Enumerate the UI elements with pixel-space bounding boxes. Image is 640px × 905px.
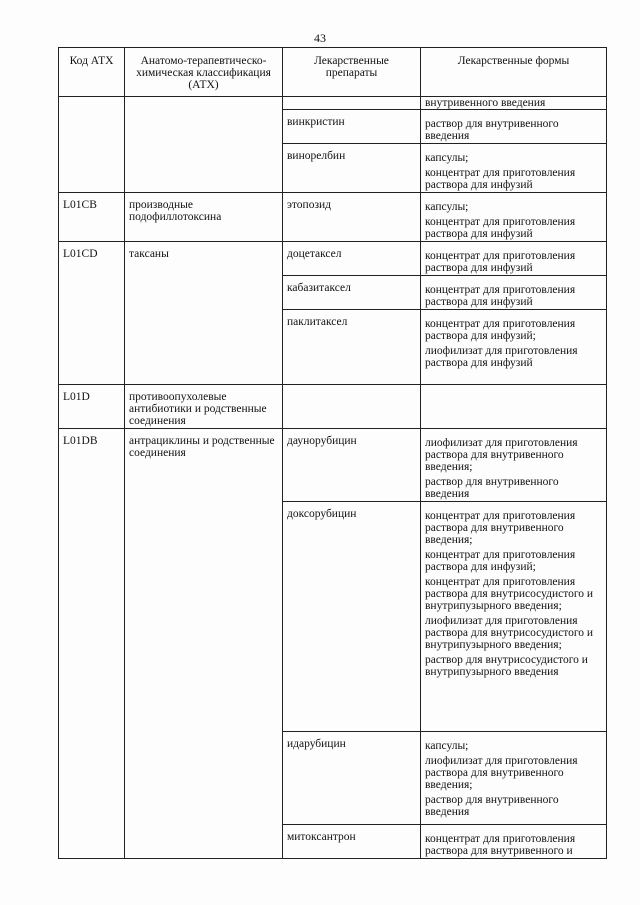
form-item: концентрат для приготовления раствора для инфузий; <box>425 318 576 342</box>
form-item: раствор для внутривенного введения <box>425 476 559 500</box>
form-item: концентрат для приготовления раствора для внутривенного и <box>425 833 576 857</box>
form-item: концентрат для приготовления раствора для инфузий <box>425 284 576 308</box>
class-cell: антрациклины и родственные соединения <box>125 429 283 859</box>
drug-cell: доксорубицин <box>283 502 421 732</box>
drug-cell: этопозид <box>283 193 421 242</box>
drug-cell: кабазитаксел <box>283 276 421 310</box>
header-classification: Анатомо-терапевтическо-химическая классификация (АТХ) <box>125 48 283 97</box>
forms-cell <box>421 242 607 276</box>
table-header-row <box>59 48 607 97</box>
forms-cell <box>421 276 607 310</box>
form-item: концентрат для приготовления раствора для инфузий; <box>425 549 576 573</box>
form-item: раствор для внутривенного введения <box>425 794 559 818</box>
form-item: лиофилизат для приготовления раствора для внутрисосудистого и внутрипузырного введения; <box>425 615 594 651</box>
form-item: лиофилизат для приготовления раствора для внутривенного введения; <box>425 437 578 473</box>
forms-cell <box>421 825 607 859</box>
drug-cell: идарубицин <box>283 732 421 825</box>
forms-cell <box>421 97 607 110</box>
form-item: капсулы; <box>425 152 469 164</box>
drug-cell: винорелбин <box>283 144 421 193</box>
header-code: Код АТХ <box>59 48 125 97</box>
table-row <box>59 242 607 276</box>
forms-cell <box>421 385 607 429</box>
class-cell <box>125 97 283 193</box>
form-item: концентрат для приготовления раствора для внутривенного введения; <box>425 510 576 546</box>
drug-cell: доцетаксел <box>283 242 421 276</box>
drug-cell: даунорубицин <box>283 429 421 502</box>
drug-cell: митоксантрон <box>283 825 421 859</box>
form-item: лиофилизат для приготовления раствора для внутривенного введения; <box>425 755 578 791</box>
form-item: капсулы; <box>425 201 469 213</box>
forms-cell <box>421 502 607 732</box>
form-item: раствор для внутривенного введения <box>425 118 559 142</box>
class-cell: противоопухолевые антибиотики и родственные соединения <box>125 385 283 429</box>
form-item: концентрат для приготовления раствора для инфузий <box>425 216 576 240</box>
forms-cell <box>421 732 607 825</box>
header-forms: Лекарственные формы <box>421 48 607 97</box>
drug-cell <box>283 97 421 110</box>
forms-cell <box>421 193 607 242</box>
atx-table <box>58 47 607 859</box>
code-cell <box>59 97 125 193</box>
form-item: концентрат для приготовления раствора для инфузий <box>425 167 576 191</box>
forms-cell <box>421 429 607 502</box>
code-cell: L01CD <box>59 242 125 385</box>
header-drugs: Лекарственные препараты <box>283 48 421 97</box>
class-cell: производные подофиллотоксина <box>125 193 283 242</box>
forms-cell <box>421 110 607 144</box>
form-item: концентрат для приготовления раствора для внутрисосудистого и внутрипузырного введения; <box>425 576 594 612</box>
table-row <box>59 193 607 242</box>
code-cell: L01DB <box>59 429 125 859</box>
drug-cell: паклитаксел <box>283 310 421 385</box>
drug-cell <box>283 385 421 429</box>
form-item: концентрат для приготовления раствора для инфузий <box>425 250 576 274</box>
form-item: раствор для внутрисосудистого и внутрипузырного введения <box>425 654 588 678</box>
form-item: лиофилизат для приготовления раствора для инфузий <box>425 345 578 369</box>
table-row <box>59 97 607 110</box>
form-item: капсулы; <box>425 740 469 752</box>
drug-cell: винкристин <box>283 110 421 144</box>
table-row <box>59 429 607 502</box>
code-cell: L01D <box>59 385 125 429</box>
forms-cell <box>421 310 607 385</box>
page-number: 43 <box>314 31 326 45</box>
table-row <box>59 385 607 429</box>
class-cell: таксаны <box>125 242 283 385</box>
form-item: внутривенного введения <box>425 97 546 109</box>
code-cell: L01CB <box>59 193 125 242</box>
forms-cell <box>421 144 607 193</box>
